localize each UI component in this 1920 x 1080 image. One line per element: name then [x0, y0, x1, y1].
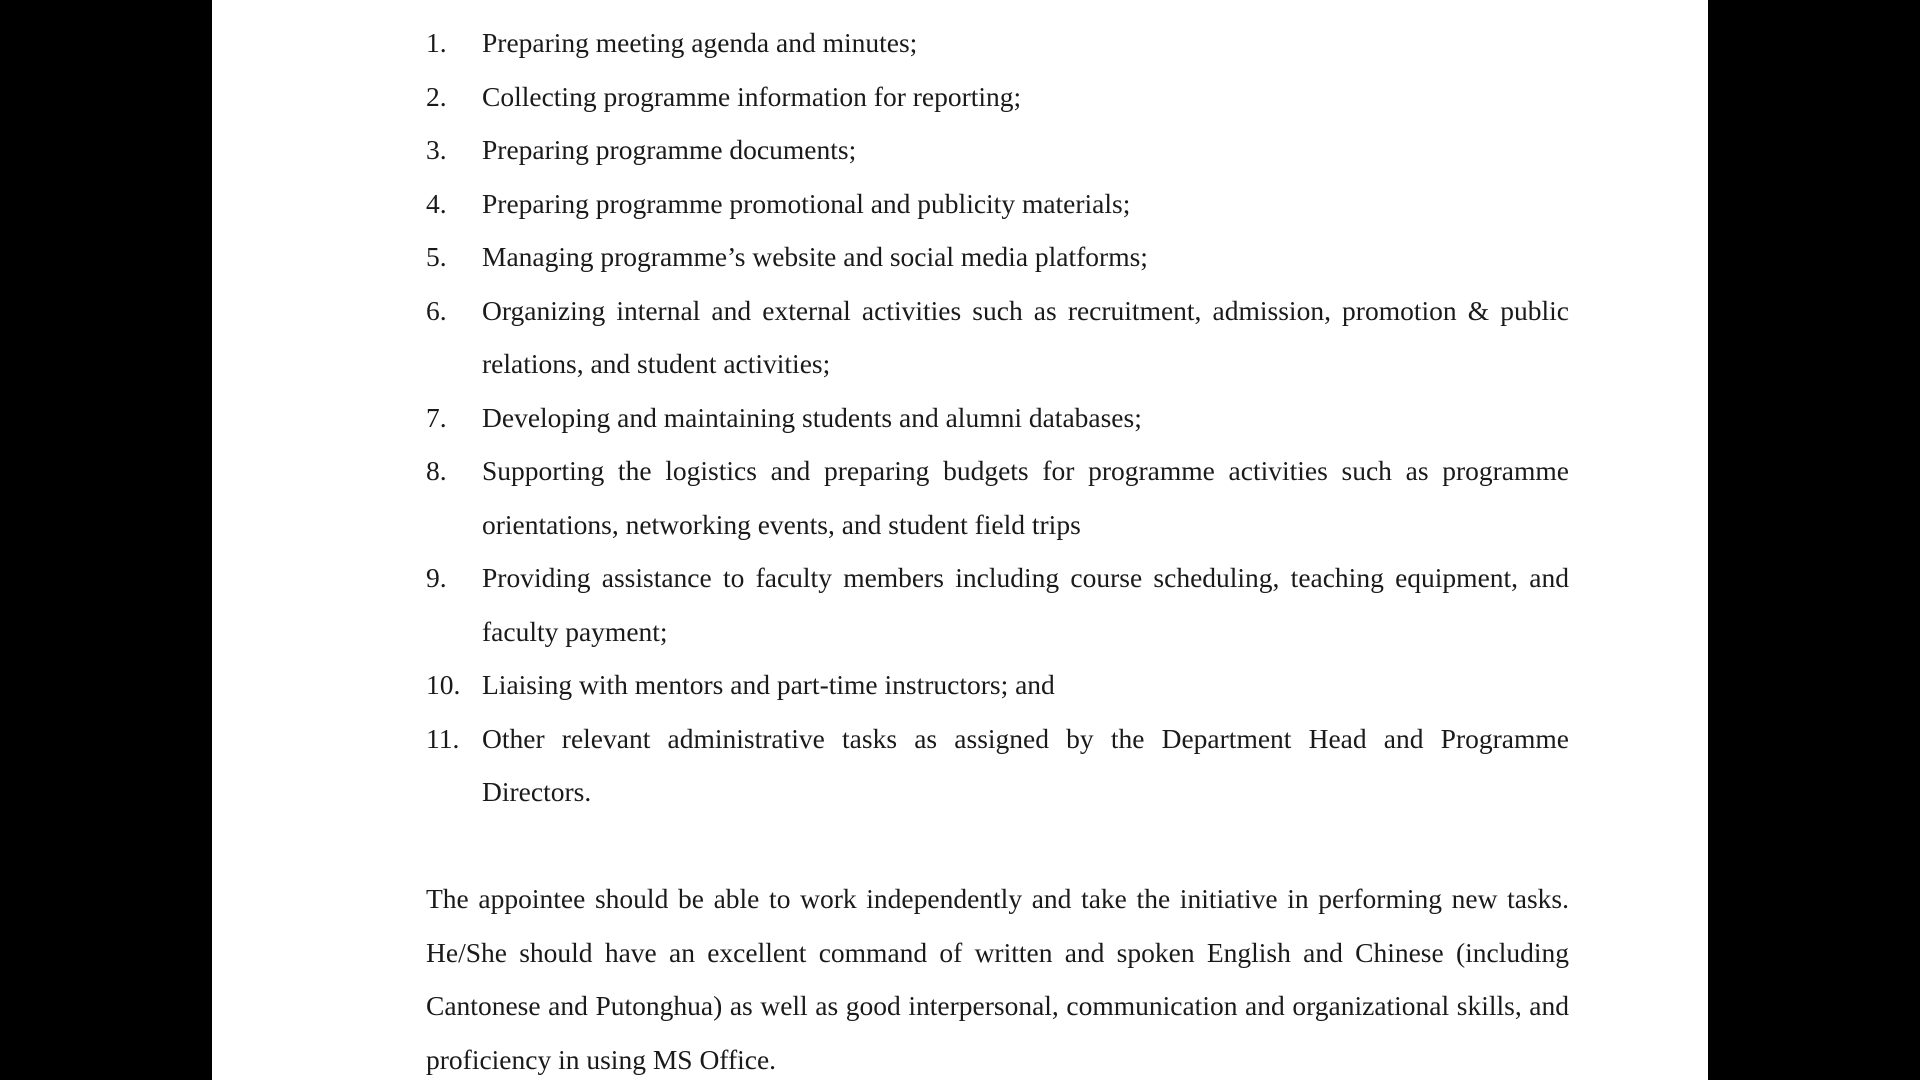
list-item-text: Collecting programme information for reporting; — [482, 80, 1022, 112]
list-item-text: Providing assistance to faculty members including course scheduling, teaching equipment, and faculty payment; — [482, 562, 1569, 647]
list-item — [426, 16, 1569, 70]
list-item-number: 8. — [426, 455, 447, 486]
list-item — [426, 284, 1569, 391]
list-item — [426, 70, 1569, 124]
list-item-text: Organizing internal and external activities such as recruitment, admission, promotion & public relations, and student activities; — [482, 294, 1569, 379]
list-item — [426, 551, 1569, 658]
page-content — [426, 16, 1569, 1080]
list-item-number: 9. — [426, 562, 447, 593]
list-item-text: Supporting the logistics and preparing budgets for programme activities such as programme orientations, networking events, and student field trips — [482, 455, 1569, 540]
list-item — [426, 658, 1569, 712]
list-item — [426, 230, 1569, 284]
duties-list — [426, 16, 1569, 819]
list-item-number: 5. — [426, 241, 447, 272]
list-item-number: 6. — [426, 294, 447, 326]
list-item-number: 2. — [426, 80, 447, 112]
list-item-text: Liaising with mentors and part-time instructors; and — [482, 669, 1055, 700]
list-item — [426, 123, 1569, 177]
list-item-number: 10. — [426, 669, 461, 700]
list-item-text: Preparing programme promotional and publicity materials; — [482, 187, 1131, 219]
document-page[interactable] — [212, 0, 1708, 1080]
requirements-paragraph: The appointee should be able to work independently and take the initiative in performing new tasks. He/She should have an excellent command of written and spoken English and Chinese (including Cantonese and Putonghua) as well as good interpersonal, communication and organizational skills, and proficiency in using MS Office. — [426, 883, 1569, 1075]
list-item-number: 4. — [426, 187, 447, 219]
list-item-number: 7. — [426, 401, 447, 433]
list-item-text: Preparing programme documents; — [482, 134, 857, 165]
list-item-text: Managing programme’s website and social media platforms; — [482, 241, 1148, 272]
list-item-text: Preparing meeting agenda and minutes; — [482, 27, 918, 58]
list-item-number: 11. — [426, 722, 460, 754]
list-item — [426, 391, 1569, 445]
list-item — [426, 712, 1569, 819]
list-item — [426, 444, 1569, 551]
list-item-text: Other relevant administrative tasks as assigned by the Department Head and Programme Directors. — [482, 722, 1569, 807]
list-item-text: Developing and maintaining students and alumni databases; — [482, 401, 1142, 433]
list-item-number: 1. — [426, 27, 447, 58]
list-item — [426, 177, 1569, 231]
list-item-number: 3. — [426, 134, 447, 165]
